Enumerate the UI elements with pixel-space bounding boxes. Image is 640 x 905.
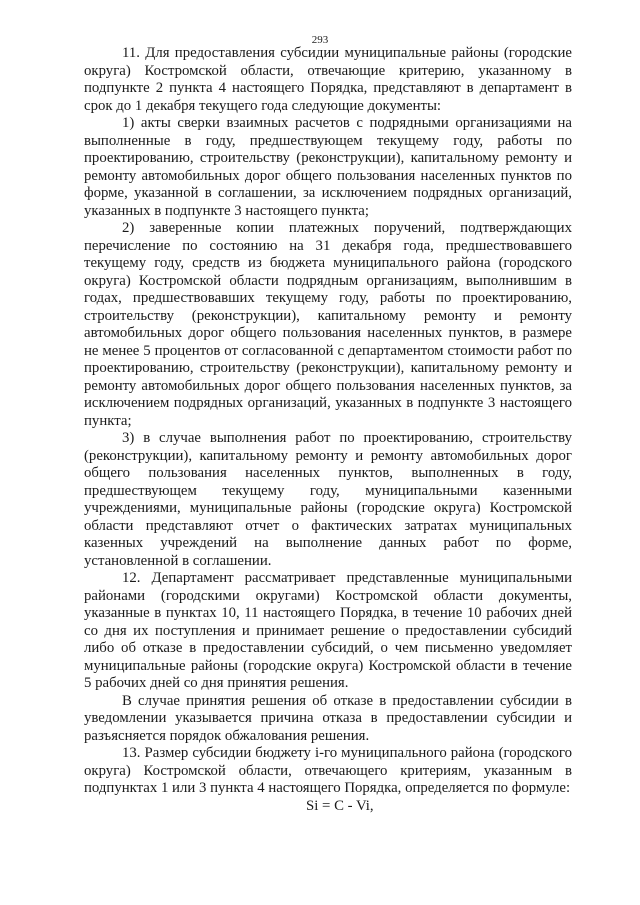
subsidy-formula: Si = C - Vi,	[306, 797, 374, 814]
paragraph-12: 12. Департамент рассматривает представленные муниципальными районами (городскими округами) Костромской области документы, указанные в пунктах 10, 11 настоящего Порядка, в течение 10 рабочих дней со дня их поступления и принимает решение о предоставлении субсидий либо об отказе в предоставлении субсидий, о чем письменно уведомляет муниципальные районы (городские округа) Костромской области в течение 5 рабочих дней со дня принятия решения.	[84, 570, 572, 691]
paragraph-12-refusal: В случае принятия решения об отказе в предоставлении субсидии в уведомлении указывается причина отказа в предоставлении субсидии и разъясняется порядок обжалования решения.	[84, 692, 572, 744]
page-number: 293	[311, 34, 329, 46]
document-body	[84, 45, 572, 815]
paragraph-11-item-2: 2) заверенные копии платежных поручений, подтверждающих перечисление по состоянию на 31 декабря года, предшествовавшего текущему году, средств из бюджета муниципального района (городского округа) Костромской области подрядным организациям, выполнившим в годах, предшествовавших текущему году, работы по проектированию, строительству (реконструкции), капитальному ремонту и ремонту автомобильных дорог общего пользования населенных пунктов, в размере не менее 5 процентов от согласованной с департаментом стоимости работ по проектированию, строительству (реконструкции), капитальному ремонту и ремонту автомобильных дорог общего пользования населенных пунктов, за исключением подрядных организаций, указанных в подпункте 3 настоящего пункта;	[84, 220, 572, 429]
paragraph-13: 13. Размер субсидии бюджету i-го муниципального района (городского округа) Костромской области, отвечающего критериям, указанным в подпунктах 1 или 3 пункта 4 настоящего Порядка, определяется по формуле:	[84, 745, 572, 796]
paragraph-11-item-3: 3) в случае выполнения работ по проектированию, строительству (реконструкции), капитальному ремонту и ремонту автомобильных дорог общего пользования населенных пунктов, выполненных в году, предшествующем текущему году, муниципальными казенными учреждениями, муниципальные районы (городские округа) Костромской области представляют отчет о фактических затратах муниципальных казенных учреждений на выполнение данных работ по форме, установленной в соглашении.	[84, 430, 572, 569]
paragraph-11: 11. Для предоставления субсидии муниципальные районы (городские округа) Костромской области, отвечающие критерию, указанному в подпункте 2 пункта 4 настоящего Порядка, представляют в департамент в срок до 1 декабря текущего года следующие документы:	[84, 45, 572, 114]
paragraph-11-item-1: 1) акты сверки взаимных расчетов с подрядными организациями на выполненные в году, предшествующем текущему году, работы по проектированию, строительству (реконструкции), капитальному ремонту и ремонту автомобильных дорог общего пользования населенных пунктов по форме, указанной в соглашении, за исключением подрядных организаций, указанных в подпункте 3 настоящего пункта;	[84, 115, 572, 219]
